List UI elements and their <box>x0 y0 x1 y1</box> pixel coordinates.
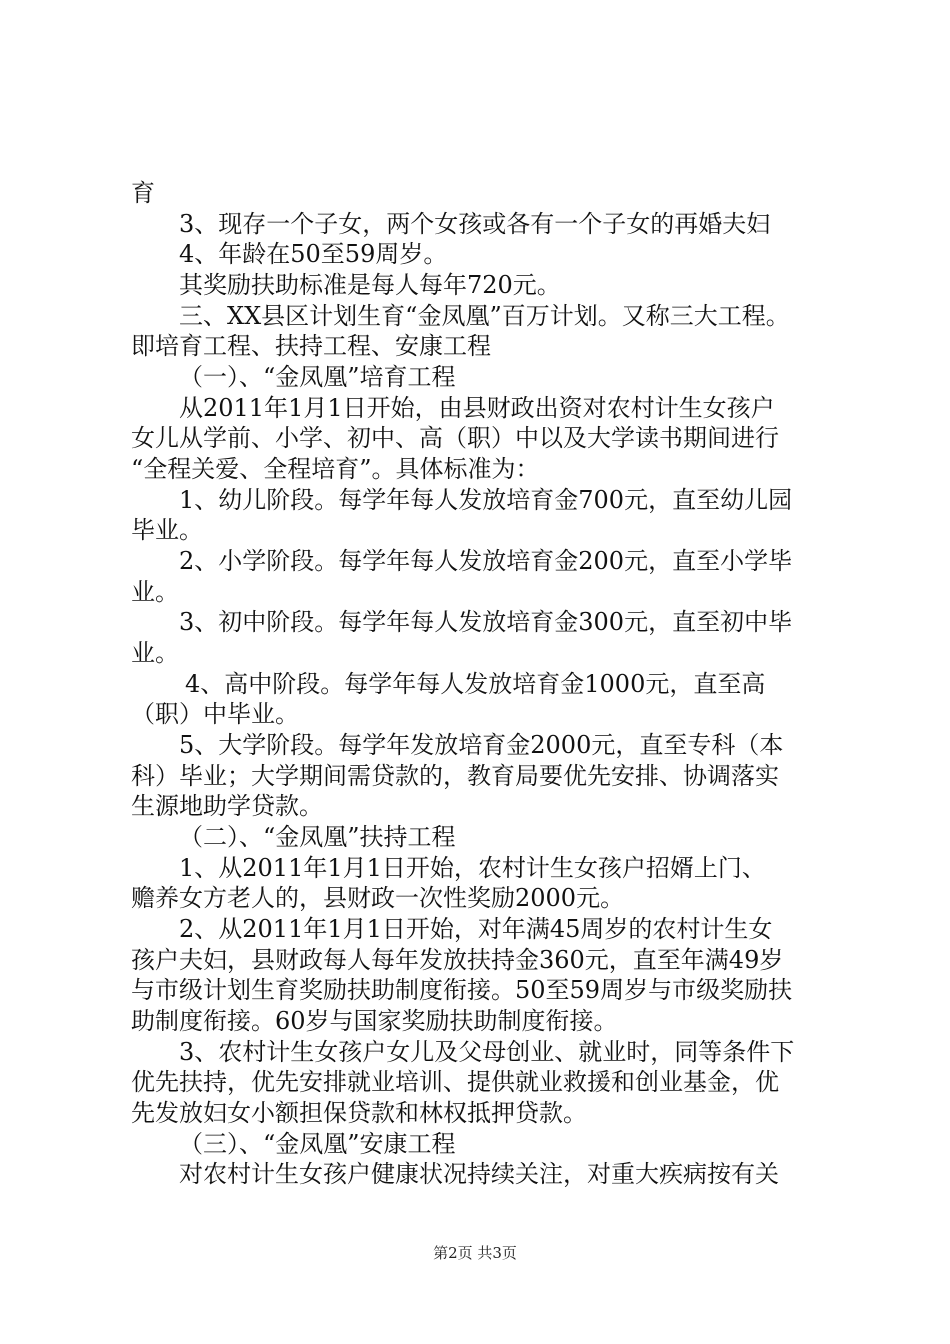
text-line: 助制度衔接。60岁与国家奖励扶助制度衔接。 <box>131 1007 618 1035</box>
text-line: 从2011年1月1日开始，由县财政出资对农村计生女孩户 <box>179 394 775 422</box>
text-line: 毕业。 <box>131 516 203 544</box>
text-line: 4、高中阶段。每学年每人发放培育金1000元，直至高 <box>185 670 766 698</box>
text-line: 业。 <box>131 639 179 667</box>
text-line: 1、从2011年1月1日开始，农村计生女孩户招婿上门、 <box>179 854 766 882</box>
text-line: 3、农村计生女孩户女儿及父母创业、就业时，同等条件下 <box>179 1038 795 1066</box>
text-line: 2、小学阶段。每学年每人发放培育金200元，直至小学毕 <box>179 547 793 575</box>
text-line: 5、大学阶段。每学年发放培育金2000元，直至专科（本 <box>179 731 784 759</box>
text-line: 1、幼儿阶段。每学年每人发放培育金700元，直至幼儿园 <box>179 486 793 514</box>
text-line: 科）毕业；大学期间需贷款的，教育局要优先安排、协调落实 <box>131 762 779 790</box>
text-line: 对农村计生女孩户健康状况持续关注，对重大疾病按有关 <box>179 1160 779 1188</box>
text-line: 赡养女方老人的，县财政一次性奖励2000元。 <box>131 884 625 912</box>
text-line: 3、初中阶段。每学年每人发放培育金300元，直至初中毕 <box>179 608 793 636</box>
text-line: 3、现存一个子女，两个女孩或各有一个子女的再婚夫妇 <box>179 210 771 238</box>
text-line: 三、XX县区计划生育“金凤凰”百万计划。又称三大工程。 <box>179 302 790 330</box>
text-line: 孩户夫妇，县财政每人每年发放扶持金360元，直至年满49岁 <box>131 946 784 974</box>
text-line: （职）中毕业。 <box>131 700 299 728</box>
text-line: “全程关爱、全程培育”。具体标准为： <box>131 455 540 483</box>
text-line: 即培育工程、扶持工程、安康工程 <box>131 332 491 360</box>
page-footer: 第2页 共3页 <box>433 1244 517 1262</box>
section-heading: （二）、“金凤凰”扶持工程 <box>179 823 456 851</box>
text-line: 其奖励扶助标准是每人每年720元。 <box>179 271 561 299</box>
section-heading: （一）、“金凤凰”培育工程 <box>179 363 456 391</box>
text-line: 与市级计划生育奖励扶助制度衔接。50至59周岁与市级奖励扶 <box>131 976 793 1004</box>
text-line: 育 <box>131 179 155 207</box>
text-line: 先发放妇女小额担保贷款和林权抵押贷款。 <box>131 1099 587 1127</box>
text-line: 生源地助学贷款。 <box>131 792 323 820</box>
text-line: 女儿从学前、小学、初中、高（职）中以及大学读书期间进行 <box>131 424 779 452</box>
text-line: 4、年龄在50至59周岁。 <box>179 240 448 268</box>
text-line: 2、从2011年1月1日开始，对年满45周岁的农村计生女 <box>179 915 773 943</box>
section-heading: （三）、“金凤凰”安康工程 <box>179 1130 456 1158</box>
text-line: 业。 <box>131 578 179 606</box>
text-line: 优先扶持，优先安排就业培训、提供就业救援和创业基金，优 <box>131 1068 779 1096</box>
